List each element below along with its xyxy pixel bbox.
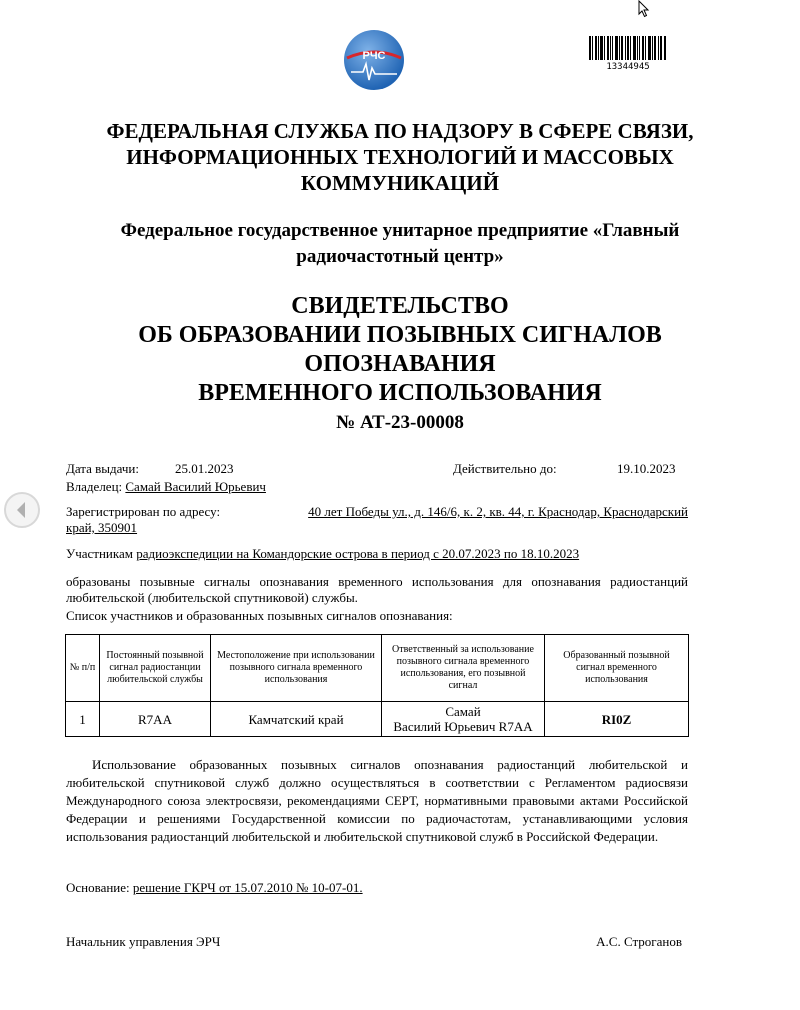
participants-label: Участникам bbox=[66, 546, 133, 561]
table-header-row bbox=[66, 635, 689, 702]
address-line-1: 40 лет Победы ул., д. 146/6, к. 2, кв. 44, г. Краснодар, Краснодарский bbox=[308, 504, 688, 519]
cell-num: 1 bbox=[66, 702, 100, 737]
responsible-line-2: Василий Юрьевич R7AA bbox=[393, 719, 533, 734]
barcode-number: 13344945 bbox=[606, 62, 650, 72]
cell-permanent-callsign: R7AA bbox=[100, 702, 211, 737]
address-row bbox=[66, 504, 688, 536]
list-intro: Список участников и образованных позывных сигналов опознавания: bbox=[66, 608, 453, 623]
signature-row bbox=[66, 934, 688, 950]
owner-row bbox=[66, 479, 688, 495]
header-temp-callsign: Образованный позывной сигнал временного использования bbox=[545, 635, 689, 702]
cell-responsible bbox=[382, 702, 545, 737]
valid-until-date: 19.10.2023 bbox=[617, 461, 676, 476]
basis-label: Основание: bbox=[66, 880, 130, 895]
document-title-line-3: ОПОЗНАВАНИЯ bbox=[304, 351, 496, 377]
logo-text: РЧС bbox=[362, 50, 386, 62]
issue-date-label: Дата выдачи: bbox=[66, 461, 140, 476]
signatory-position: Начальник управления ЭРЧ bbox=[66, 934, 221, 949]
signatory-name: А.С. Строганов bbox=[596, 934, 682, 949]
mouse-cursor-icon bbox=[638, 0, 650, 18]
owner-name: Самай Василий Юрьевич bbox=[125, 479, 266, 494]
owner-label: Владелец: bbox=[66, 479, 123, 494]
address-line-2: край, 350901 bbox=[66, 520, 138, 535]
address-label: Зарегистрирован по адресу: bbox=[66, 504, 221, 519]
table-row bbox=[66, 702, 689, 737]
issue-date: 25.01.2023 bbox=[175, 461, 234, 476]
previous-page-arrow-icon[interactable] bbox=[2, 490, 42, 530]
barcode bbox=[588, 36, 668, 60]
document-title-line-1: СВИДЕТЕЛЬСТВО bbox=[291, 293, 509, 319]
header-responsible: Ответственный за использование позывного сигнала временного использования, его позывной сигнал bbox=[382, 635, 545, 702]
responsible-line-1: Самай bbox=[445, 704, 481, 719]
document-title bbox=[60, 292, 740, 408]
callsign-table bbox=[65, 634, 689, 737]
participants-text: радиоэкспедиции на Командорские острова в период с 20.07.2023 по 18.10.2023 bbox=[136, 546, 580, 561]
rchs-logo bbox=[341, 28, 407, 92]
document-title-line-2: ОБ ОБРАЗОВАНИИ ПОЗЫВНЫХ СИГНАЛОВ bbox=[138, 322, 662, 348]
document-number: № АТ-23-00008 bbox=[336, 412, 464, 433]
document-title-line-4: ВРЕМЕННОГО ИСПОЛЬЗОВАНИЯ bbox=[198, 380, 602, 406]
enterprise-name: Федеральное государственное унитарное предприятие «Главный радиочастотный центр» bbox=[120, 220, 680, 267]
basis-text: решение ГКРЧ от 15.07.2010 № 10-07-01. bbox=[132, 880, 363, 895]
header-permanent-callsign: Постоянный позывной сигнал радиостанции любительской службы bbox=[100, 635, 211, 702]
valid-until-label: Действительно до: bbox=[453, 461, 557, 476]
header-location: Местоположение при использовании позывного сигнала временного использования bbox=[211, 635, 382, 702]
header-num: № п/п bbox=[66, 635, 100, 702]
formed-text: образованы позывные сигналы опознавания временного использования для опознавания радиостанций любительской (любительской спутниковой) службы. bbox=[66, 574, 688, 605]
basis-row bbox=[66, 880, 688, 896]
dates-row bbox=[66, 461, 688, 477]
cell-location: Камчатский край bbox=[211, 702, 382, 737]
usage-paragraph: Использование образованных позывных сигналов опознавания радиостанций любительской и любительской спутниковой служб должно осуществляться в соответствии с Регламентом радиосвязи Международного союза электросвязи, рекомендациями СЕРТ, нормативными правовыми актами Российской Федерации и решениями Государственной комиссии по радиочастотам, устанавливающими условия использования радиостанций любительской и любительской спутниковой служб в Российской Федерации. bbox=[66, 757, 688, 844]
cell-temp-callsign: RI0Z bbox=[545, 702, 689, 737]
participants-row bbox=[66, 546, 688, 562]
agency-name: ФЕДЕРАЛЬНАЯ СЛУЖБА ПО НАДЗОРУ В СФЕРЕ СВЯЗИ, ИНФОРМАЦИОННЫХ ТЕХНОЛОГИЙ И МАССОВЫХ КОММУНИКАЦИЙ bbox=[106, 119, 694, 195]
